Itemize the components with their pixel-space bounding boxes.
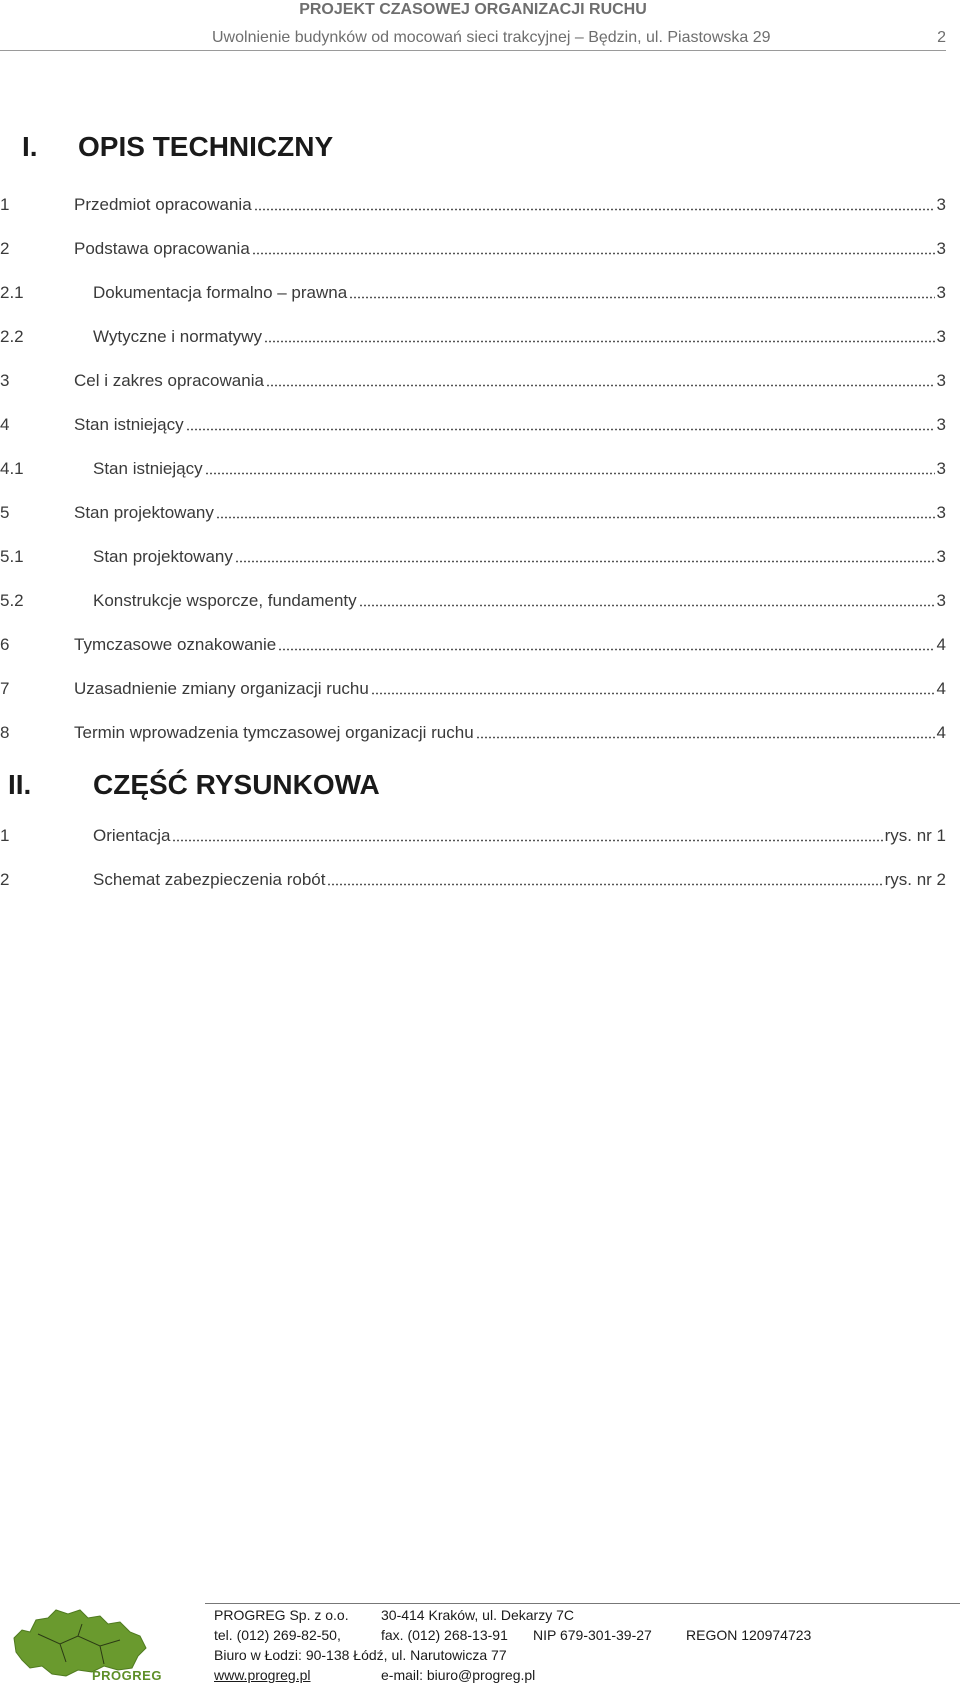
- toc-number: 5: [0, 503, 10, 522]
- toc-page: 3: [936, 459, 946, 478]
- footer-nip: NIP 679-301-39-27: [533, 1627, 652, 1643]
- footer-email[interactable]: e-mail: biuro@progreg.pl: [381, 1667, 536, 1683]
- toc-number: 4.1: [0, 459, 24, 478]
- dot-leader: [371, 692, 935, 695]
- dot-leader: [278, 648, 934, 651]
- toc-page: 3: [936, 283, 946, 302]
- toc-number: 5.1: [0, 547, 24, 566]
- toc-label: Schemat zabezpieczenia robót: [93, 870, 326, 889]
- toc-label: Stan istniejący: [74, 415, 184, 434]
- toc-page: 4: [936, 679, 946, 698]
- dot-leader: [186, 428, 935, 431]
- toc-label: Termin wprowadzenia tymczasowej organizacji ruchu: [74, 723, 474, 742]
- section-title: CZĘŚĆ RYSUNKOWA: [93, 769, 380, 800]
- toc-number: 7: [0, 679, 10, 698]
- dot-leader: [205, 472, 935, 475]
- toc-page: 3: [936, 591, 946, 610]
- toc-entry[interactable]: [0, 870, 946, 914]
- toc-page: 3: [936, 327, 946, 346]
- toc-page: 3: [936, 503, 946, 522]
- toc-entry[interactable]: [0, 283, 946, 327]
- toc-number: 3: [0, 371, 10, 390]
- toc-number: 1: [0, 195, 10, 214]
- toc-label: Podstawa opracowania: [74, 239, 250, 258]
- dot-leader: [327, 883, 882, 886]
- dot-leader: [252, 252, 935, 255]
- dot-leader: [476, 736, 935, 739]
- toc-label: Przedmiot opracowania: [74, 195, 252, 214]
- section-heading-1: [22, 130, 422, 164]
- toc-page: rys. nr 1: [884, 826, 946, 845]
- logo-wordmark: PROGREG: [92, 1668, 162, 1683]
- dot-leader: [349, 296, 934, 299]
- footer-office: Biuro w Łodzi: 90-138 Łódź, ul. Narutowicza 77: [214, 1647, 507, 1663]
- toc-number: 8: [0, 723, 10, 742]
- footer-address: 30-414 Kraków, ul. Dekarzy 7C: [381, 1607, 574, 1623]
- footer-divider: [205, 1603, 960, 1604]
- toc-label: Stan projektowany: [93, 547, 233, 566]
- dot-leader: [264, 340, 935, 343]
- section-title: OPIS TECHNICZNY: [78, 131, 334, 162]
- page-number: 2: [937, 29, 946, 46]
- toc-entry[interactable]: [0, 503, 946, 547]
- dot-leader: [266, 384, 935, 387]
- toc-label: Uzasadnienie zmiany organizacji ruchu: [74, 679, 369, 698]
- toc-entry[interactable]: [0, 415, 946, 459]
- toc-entry[interactable]: [0, 371, 946, 415]
- section-heading-2: [8, 768, 428, 802]
- page-header: [0, 0, 946, 51]
- toc-page: 3: [936, 239, 946, 258]
- footer-website-link[interactable]: www.progreg.pl: [214, 1667, 311, 1683]
- toc-label: Dokumentacja formalno – prawna: [93, 283, 348, 302]
- toc-page: 4: [936, 723, 946, 742]
- dot-leader: [235, 560, 935, 563]
- footer-fax: fax. (012) 268-13-91: [381, 1627, 508, 1643]
- toc-page: 3: [936, 371, 946, 390]
- toc-label: Stan projektowany: [74, 503, 214, 522]
- toc-label: Orientacja: [93, 826, 171, 845]
- toc-number: 1: [0, 826, 10, 845]
- toc-label: Wytyczne i normatywy: [93, 327, 262, 346]
- document-subtitle: Uwolnienie budynków od mocowań sieci trakcyjnej – Będzin, ul. Piastowska 29: [212, 29, 771, 46]
- dot-leader: [254, 208, 935, 211]
- toc-number: 2.2: [0, 327, 24, 346]
- toc-entry[interactable]: [0, 327, 946, 371]
- toc-label: Cel i zakres opracowania: [74, 371, 264, 390]
- toc-label: Konstrukcje wsporcze, fundamenty: [93, 591, 357, 610]
- toc-entry[interactable]: [0, 591, 946, 635]
- toc-page: rys. nr 2: [884, 870, 946, 889]
- toc-entry[interactable]: [0, 826, 946, 870]
- footer-company: PROGREG Sp. z o.o.: [214, 1607, 349, 1623]
- toc-entry[interactable]: [0, 547, 946, 591]
- toc-number: 5.2: [0, 591, 24, 610]
- footer-regon: REGON 120974723: [686, 1627, 812, 1643]
- footer-tel: tel. (012) 269-82-50,: [214, 1627, 341, 1643]
- toc-page: 3: [936, 547, 946, 566]
- dot-leader: [216, 516, 935, 519]
- toc-list-rysunkowa: [0, 826, 946, 914]
- toc-entry[interactable]: [0, 723, 946, 767]
- toc-entry[interactable]: [0, 195, 946, 239]
- toc-page: 3: [936, 415, 946, 434]
- dot-leader: [172, 839, 882, 842]
- toc-page: 4: [936, 635, 946, 654]
- region-map-shape: [14, 1610, 146, 1676]
- toc-label: Stan istniejący: [93, 459, 203, 478]
- section-number: II.: [8, 769, 32, 800]
- toc-number: 4: [0, 415, 10, 434]
- toc-entry[interactable]: [0, 239, 946, 283]
- section-number: I.: [22, 131, 38, 162]
- toc-entry[interactable]: [0, 459, 946, 503]
- toc-number: 2: [0, 870, 10, 889]
- toc-number: 2.1: [0, 283, 24, 302]
- toc-number: 2: [0, 239, 10, 258]
- dot-leader: [359, 604, 935, 607]
- toc-entry[interactable]: [0, 635, 946, 679]
- toc-entry[interactable]: [0, 679, 946, 723]
- document-title: PROJEKT CZASOWEJ ORGANIZACJI RUCHU: [299, 1, 647, 18]
- toc-page: 3: [936, 195, 946, 214]
- toc-label: Tymczasowe oznakowanie: [74, 635, 277, 654]
- toc-list-opis: [0, 195, 946, 767]
- toc-number: 6: [0, 635, 10, 654]
